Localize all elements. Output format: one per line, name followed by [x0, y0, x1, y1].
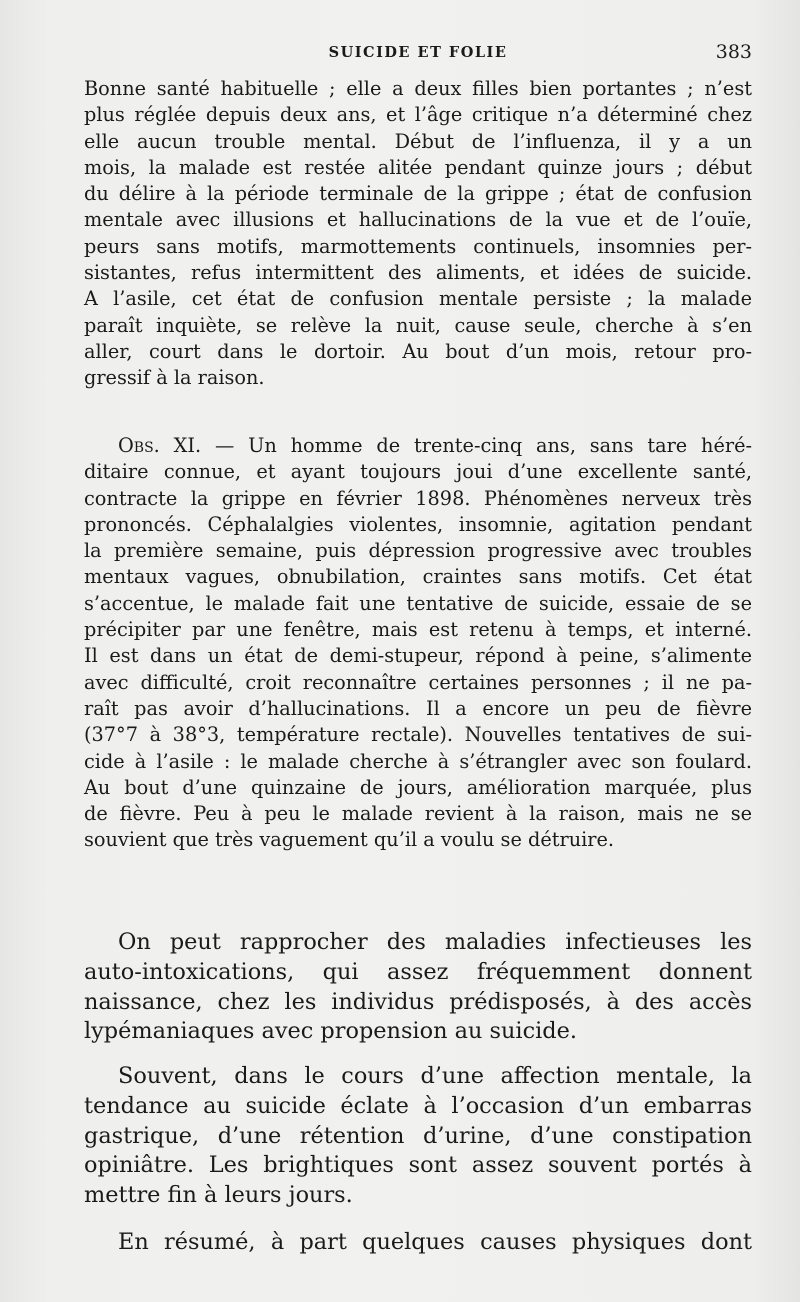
text-line: mentale avec illusions et hallucinations de la vue et de l’ouïe, [84, 208, 752, 232]
text-line: du délire à la période terminale de la grippe ; état de confusion [84, 182, 752, 206]
page-number: 383 [715, 41, 752, 63]
text-line: lypémaniaques avec propension au suicide. [84, 1018, 577, 1045]
text-line: auto-intoxications, qui assez fréquemment donnent [84, 958, 752, 985]
text-line: mois, la malade est restée alitée pendant quinze jours ; début [84, 155, 752, 179]
text-line: gressif à la raison. [84, 366, 265, 390]
case-observation-continued [84, 76, 752, 392]
text-line: cide à l’asile : le malade cherche à s’étrangler avec son foulard. [84, 749, 752, 773]
text-line: naissance, chez les individus prédisposés, à des accès [84, 988, 752, 1015]
text-line: paraît inquiète, se relève la nuit, cause seule, cherche à s’en [84, 313, 752, 337]
text-line: raît pas avoir d’hallucinations. Il a encore un peu de fièvre [84, 696, 752, 720]
text-line: avec difficulté, croit reconnaître certaines personnes ; il ne pa- [84, 670, 752, 694]
text-line: aller, court dans le dortoir. Au bout d’un mois, retour pro- [84, 339, 752, 363]
text-line: On peut rapprocher des maladies infectieuses les [118, 929, 752, 955]
text-line: Au bout d’une quinzaine de jours, amélioration marquée, plus [84, 775, 752, 799]
text-line: tendance au suicide éclate à l’occasion d’un embarras [84, 1092, 752, 1119]
running-head: SUICIDE ET FOLIE [328, 44, 508, 61]
observation-first-line-text: — Un homme de trente-cinq ans, sans tare héré- [201, 434, 752, 457]
text-line: ditaire connue, et ayant toujours joui d’une excellente santé, [84, 460, 752, 484]
observation-first-line [84, 433, 752, 459]
text-line: En résumé, à part quelques causes physiques dont [118, 1229, 752, 1255]
text-line: prononcés. Céphalalgies violentes, insomnie, agitation pendant [84, 512, 752, 536]
text-line: s’accentue, le malade fait une tentative de suicide, essaie de se [84, 591, 752, 615]
text-line: opiniâtre. Les brightiques sont assez souvent portés à [84, 1152, 752, 1179]
text-line: plus réglée depuis deux ans, et l’âge critique n’a déterminé chez [84, 103, 752, 127]
page-header [84, 42, 752, 66]
text-line: sistantes, refus intermittent des aliments, et idées de suicide. [84, 261, 752, 285]
observation-xi [84, 433, 752, 854]
text-line: précipiter par une fenêtre, mais est retenu à temps, et interné. [84, 618, 752, 642]
body-paragraph-3 [84, 1228, 752, 1258]
text-line: A l’asile, cet état de confusion mentale persiste ; la malade [84, 287, 752, 311]
text-line: Souvent, dans le cours d’une affection mentale, la [118, 1063, 752, 1089]
body-paragraph-1 [84, 928, 752, 1047]
text-line: mentaux vagues, obnubilation, craintes sans motifs. Cet état [84, 565, 752, 589]
text-line: de fièvre. Peu à peu le malade revient à la raison, mais ne se [84, 802, 752, 826]
text-line: Bonne santé habituelle ; elle a deux filles bien portantes ; n’est [84, 77, 752, 100]
text-line: la première semaine, puis dépression progressive avec troubles [84, 539, 752, 563]
text-line: mettre fin à leurs jours. [84, 1182, 353, 1209]
text-line: elle aucun trouble mental. Début de l’influenza, il y a un [84, 129, 752, 153]
text-line: Il est dans un état de demi-stupeur, répond à peine, s’alimente [84, 644, 752, 668]
text-line: contracte la grippe en février 1898. Phénomènes nerveux très [84, 486, 752, 510]
text-line: souvient que très vaguement qu’il a voulu se détruire. [84, 828, 615, 852]
observation-label: Obs. XI. [118, 434, 202, 457]
text-line: (37°7 à 38°3, température rectale). Nouvelles tentatives de sui- [84, 723, 752, 747]
text-line: gastrique, d’une rétention d’urine, d’une constipation [84, 1122, 752, 1149]
body-paragraph-2 [84, 1062, 752, 1211]
text-line: peurs sans motifs, marmottements continuels, insomnies per- [84, 234, 752, 258]
